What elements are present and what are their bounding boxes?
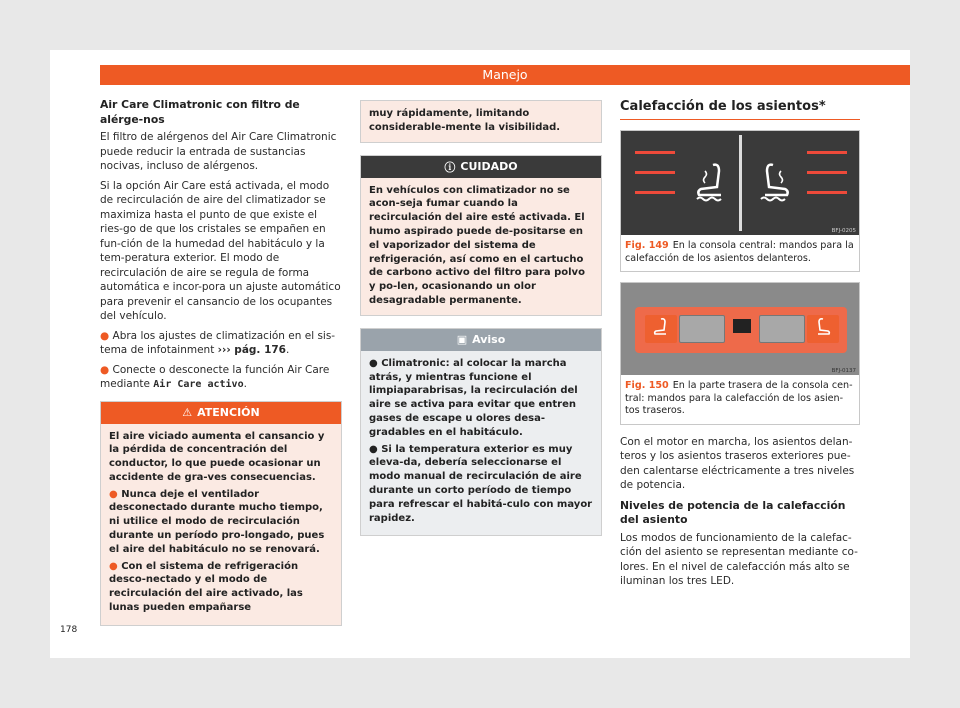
led-bar [807, 191, 847, 194]
heated-seat-icon [755, 161, 795, 206]
bullet-icon: ● [109, 560, 118, 572]
figure-149 [620, 130, 860, 272]
bullet-item: ● Conecte o desconecte la función Air Care mediante Air Care activo. [100, 363, 330, 390]
column-3 [620, 98, 860, 594]
bullet-icon: ● [369, 357, 378, 369]
paragraph: Con el motor en marcha, los asientos delan-teros y los asientos traseros exteriores pue-den calentarse eléctricamente a tres niveles de potencia. [620, 435, 855, 491]
warning-box [100, 401, 342, 626]
bullet-icon: ● [100, 329, 110, 342]
heated-seat-icon [813, 317, 833, 339]
bullet-icon: ● [109, 488, 118, 500]
heated-seat-icon [691, 161, 731, 206]
running-header: Manejo [100, 65, 910, 85]
figure-149-caption: Fig. 149 En la consola central: mandos para la calefacción de los asientos delanteros. [625, 240, 854, 264]
page-reference-link[interactable]: ››› pág. 176 [217, 344, 286, 356]
info-circle-icon: ⓘ [444, 160, 456, 174]
rear-left-button-plate [679, 315, 725, 343]
page-sheet [50, 50, 910, 658]
column-2 [360, 100, 602, 536]
note-box-header: ▣ Aviso [361, 329, 601, 351]
figure-149-image: BFJ-0205 [621, 131, 859, 235]
figure-150-image: BFJ-0137 [621, 283, 859, 375]
led-bar [635, 151, 675, 154]
bullet-icon: ● [369, 443, 378, 455]
note-box [360, 328, 602, 537]
section-title-seat-heating: Calefacción de los asientos* [620, 98, 860, 120]
led-bar [807, 171, 847, 174]
note-box-body: ● Climatronic: al colocar la marcha atrás, y mientras funcione el limpiaparabrisas, la recirculación del aire se activa para evitar que entren gases de escape u olores desa-gradables en el habitáculo. ● Si la temperatura exterior es muy eleva-da, debería seleccionarse el modo manual de recirculación de aire durante un corto período de tiempo para refrescar el habitá-culo con mayor rapidez. [369, 357, 593, 524]
panel-divider [739, 135, 742, 231]
paragraph: Los modos de funcionamiento de la calefac-ción del asiento se representan mediante co-lores. En el nivel de calefacción más alto se iluminan los tres LED. [620, 531, 858, 587]
bullet-item: ● Abra los ajustes de climatización en el sis-tema de infotainment ››› pág. 176. [100, 329, 336, 356]
led-bar [635, 191, 675, 194]
menu-function-code: Air Care activo [153, 379, 244, 390]
paragraph: Si la opción Air Care está activada, el modo de recirculación de aire del climatizador se maximiza hasta el punto de que existe el ries-go de que los cristales se empañen en fun-ción de la humedad del habitáculo y la tem-peratura exterior. El modo de recirculación de aire se regula de forma automática e incor-pora un ajuste automático para prevenir el cansancio de los ocupantes del vehículo. [100, 179, 341, 322]
note-icon: ▣ [456, 333, 468, 347]
paragraph: El filtro de alérgenos del Air Care Climatronic puede reducir la entrada de sustancias nocivas, incluso de alérgenos. [100, 131, 337, 172]
figure-150-caption: Fig. 150 En la parte trasera de la consola cen-tral: mandos para la calefacción de los asien-tos traseros. [625, 380, 853, 416]
bullet-icon: ● [100, 363, 110, 376]
figure-150 [620, 282, 860, 425]
section-heading-air-care: Air Care Climatronic con filtro de alérge-nos [100, 98, 300, 126]
warning-box-continuation: muy rápidamente, limitando considerable-mente la visibilidad. [360, 100, 602, 143]
led-bar [807, 151, 847, 154]
console-slot [733, 319, 751, 333]
page-number: 178 [60, 625, 78, 635]
warning-box-body: El aire viciado aumenta el cansancio y la pérdida de concentración del conductor, lo que puede ocasionar un accidente de gra-ves consecuencias. ● Nunca deje el ventilador desconectado durante mucho tiempo, ni utilice el modo de recirculación durante un período pro-longado, pues el aire del habitáculo no se renovará. ● Con el sistema de refrigeración desco-nectado y el modo de recirculación del aire activado, las lunas pueden empañarse [109, 430, 325, 614]
subheading-power-levels: Niveles de potencia de la calefacción del asiento [620, 498, 846, 526]
warning-box-header: ⚠ ATENCIÓN [101, 402, 341, 424]
rear-right-button-plate [759, 315, 805, 343]
led-bar [635, 171, 675, 174]
caution-box: ⓘ CUIDADO En vehículos con climatizador no se acon-seja fumar cuando la recirculación del aire esté activada. El humo aspirado puede de-positarse en el vaporizador del sistema de refrigeración, así como en el cartucho de carbono activo del filtro para polvo y po-len, ocasionando un olor desagradable permanente. [360, 155, 602, 316]
warning-triangle-icon: ⚠ [182, 406, 193, 419]
heated-seat-icon [651, 317, 671, 339]
caution-box-header: ⓘ CUIDADO [361, 156, 601, 178]
column-1 [100, 98, 342, 626]
